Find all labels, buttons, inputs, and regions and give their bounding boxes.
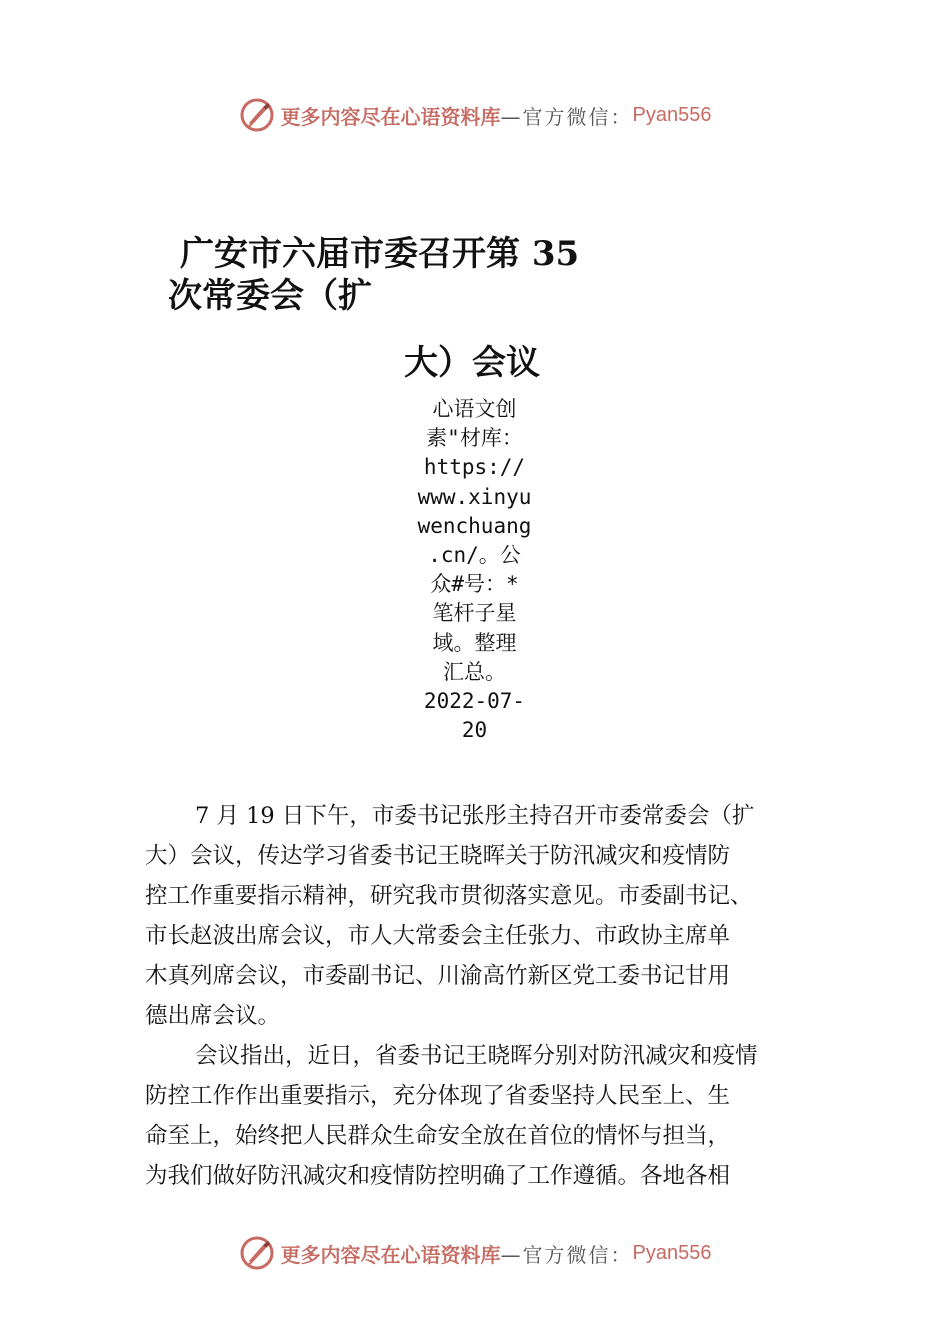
paragraph-line: 市长赵波出席会议，市人大常委会主任张力、市政协主席单	[145, 923, 731, 949]
brush-pen-logo-icon	[239, 97, 275, 133]
paragraph-line: 大）会议，传达学习省委书记王晓晖关于防汛减灾和疫情防	[145, 843, 731, 869]
paragraph-line: 会议指出，近日，省委书记王晓晖分别对防汛减灾和疫情	[195, 1043, 758, 1069]
source-note-line: https://	[423, 455, 526, 480]
banner-wechat-label: —官方微信：	[500, 1242, 633, 1267]
source-note	[412, 395, 537, 745]
brush-pen-logo-icon	[239, 1235, 275, 1271]
source-note-line: 2022-07-	[423, 689, 526, 714]
document-title-line-1: 广安市六届市委召开第 35	[180, 234, 580, 274]
source-note-line: 众#号：*	[430, 572, 519, 597]
footer-banner	[0, 1233, 950, 1273]
paragraph-line: 7 月 19 日下午，市委书记张彤主持召开市委常委会（扩	[195, 803, 755, 829]
document-title-line-2: 次常委会（扩	[168, 276, 372, 316]
document-body	[145, 796, 835, 1196]
banner-library-text: 更多内容尽在心语资料库	[280, 1242, 501, 1267]
source-note-line: .cn/。公	[428, 543, 521, 568]
banner-library-text: 更多内容尽在心语资料库	[280, 104, 501, 129]
header-banner	[0, 95, 950, 135]
banner-wechat-id: Pyan556	[632, 1241, 712, 1264]
source-note-line: 20	[461, 718, 488, 743]
source-note-line: 汇总。	[443, 659, 506, 684]
paragraph-1	[145, 796, 835, 1036]
paragraph-line: 木真列席会议，市委副书记、川渝高竹新区党工委书记甘用	[145, 963, 731, 989]
banner-wechat-id: Pyan556	[632, 103, 712, 126]
paragraph-line: 防控工作作出重要指示，充分体现了省委坚持人民至上、生	[145, 1083, 731, 1109]
paragraph-2	[145, 1036, 835, 1196]
source-note-line: www.xinyu	[417, 484, 532, 509]
source-note-line: 笔杆子星	[432, 601, 517, 626]
source-note-line: 素"材库：	[426, 426, 523, 451]
source-note-line: 域。整理	[432, 630, 517, 655]
paragraph-line: 为我们做好防汛减灾和疫情防控明确了工作遵循。各地各相	[145, 1163, 731, 1189]
source-note-line: 心语文创	[432, 397, 517, 421]
paragraph-line: 命至上，始终把人民群众生命安全放在首位的情怀与担当，	[145, 1123, 731, 1149]
paragraph-line: 控工作重要指示精神，研究我市贯彻落实意见。市委副书记、	[145, 883, 753, 909]
document-title-line-3: 大）会议	[404, 343, 540, 383]
source-note-line: wenchuang	[417, 513, 532, 538]
paragraph-line: 德出席会议。	[145, 1003, 281, 1029]
banner-wechat-label: —官方微信：	[500, 104, 633, 129]
